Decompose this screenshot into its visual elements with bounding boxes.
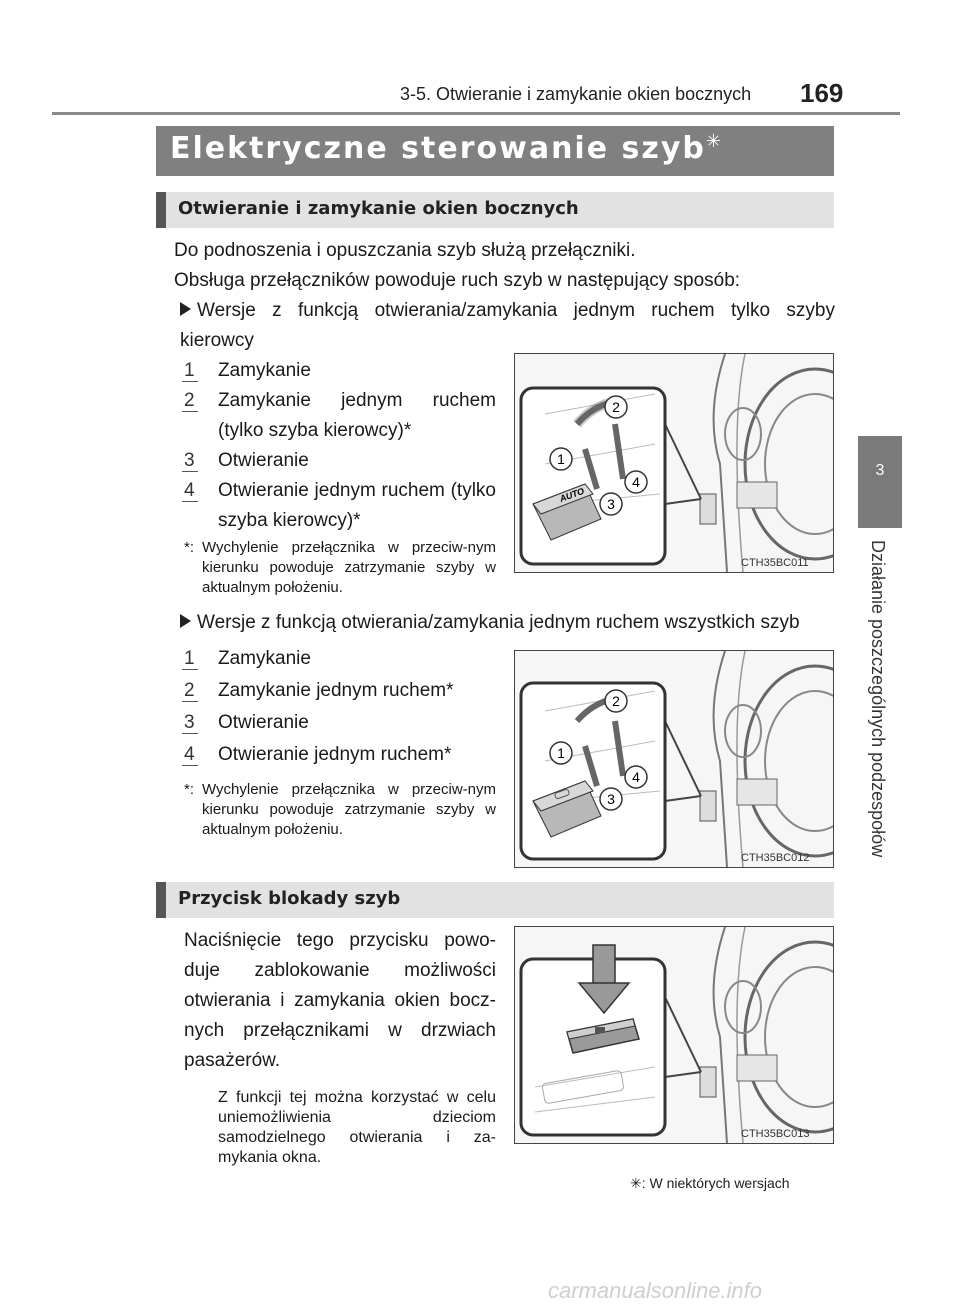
figure-window-switch-a: [514, 353, 834, 573]
header-rule: [52, 112, 900, 115]
figure-callout-4: 4: [632, 769, 640, 785]
figure-callout-2: 2: [612, 399, 620, 415]
figure-callout-3: 3: [607, 791, 615, 807]
title-asterisk-icon: ✳: [705, 131, 723, 152]
intro-line-1: Do podnoszenia i opuszczania szyb służą przełączniki.: [174, 240, 636, 261]
figure-callout-1: 1: [557, 745, 565, 761]
section-heading-marker: [156, 882, 166, 918]
figure-callout-3: 3: [607, 496, 615, 512]
asterisk-icon: ✳: [630, 1175, 642, 1191]
list-item: 4 Otwieranie jednym ruchem*: [184, 740, 496, 770]
lock-paragraph: Naciśnięcie tego przycisku powo-duje zablokowanie możliwości otwierania i zamykania okien bocz-nych przełącznikami w drzwiach pasażerów.: [184, 930, 496, 1071]
chapter-label: Działanie poszczególnych podzespołów: [868, 540, 888, 858]
section-heading: Otwieranie i zamykanie okien bocznych: [178, 198, 579, 219]
footnote-variant-b: *: Wychylenie przełącznika w przeciw-nym kierunku powoduje zatrzymanie szyby w aktualnym położeniu.: [184, 781, 496, 838]
list-item: 3 Otwieranie: [184, 446, 496, 476]
section-heading-marker: [156, 192, 166, 228]
list-item: 1 Zamykanie: [184, 644, 496, 674]
figure-window-lock: [514, 926, 834, 1144]
page-footnote: ✳: W niektórych wersjach: [630, 1175, 790, 1191]
watermark: carmanualsonline.info: [548, 1278, 763, 1303]
running-header: 3-5. Otwieranie i zamykanie okien bocznych: [400, 84, 752, 104]
variant-a-label: Wersje z funkcją otwierania/zamykania jednym ruchem tylko szyby kierowcy: [180, 300, 835, 351]
page-title: Elektryczne sterowanie szyb✳: [170, 131, 723, 166]
section-heading: Przycisk blokady szyb: [178, 888, 401, 909]
figure-callout-4: 4: [632, 474, 640, 490]
triangle-bullet-icon: [180, 302, 191, 316]
list-item: 4 Otwieranie jednym ruchem (tylko szyba kierowcy)*: [184, 476, 496, 536]
figure-callout-1: 1: [557, 451, 565, 467]
page-number: 169: [800, 78, 844, 108]
list-item: 2 Zamykanie jednym ruchem (tylko szyba kierowcy)*: [184, 386, 496, 446]
lock-note: Z funkcji tej można korzystać w celu uniemożliwienia dzieciom samodzielnego otwierania i za-mykania okna.: [218, 1089, 496, 1166]
list-item: 2 Zamykanie jednym ruchem*: [184, 676, 496, 706]
figure-window-switch-b: [514, 650, 834, 868]
triangle-bullet-icon: [180, 614, 191, 628]
auto-switch-label: AUTO: [558, 485, 586, 504]
footnote-variant-a: *: Wychylenie przełącznika w przeciw-nym kierunku powoduje zatrzymanie szyby w aktualnym położeniu.: [184, 539, 496, 596]
chapter-tab: 3: [858, 436, 902, 528]
variant-b-label: Wersje z funkcją otwierania/zamykania jednym ruchem wszystkich szyb: [180, 608, 835, 638]
figure-callout-2: 2: [612, 693, 620, 709]
intro-line-2: Obsługa przełączników powoduje ruch szyb w następujący sposób:: [174, 270, 741, 291]
figure-code: CTH35BC012: [741, 852, 810, 864]
list-item: 3 Otwieranie: [184, 708, 496, 738]
list-item: 1 Zamykanie: [184, 356, 496, 386]
figure-code: CTH35BC011: [741, 557, 809, 569]
figure-code: CTH35BC013: [741, 1128, 810, 1140]
